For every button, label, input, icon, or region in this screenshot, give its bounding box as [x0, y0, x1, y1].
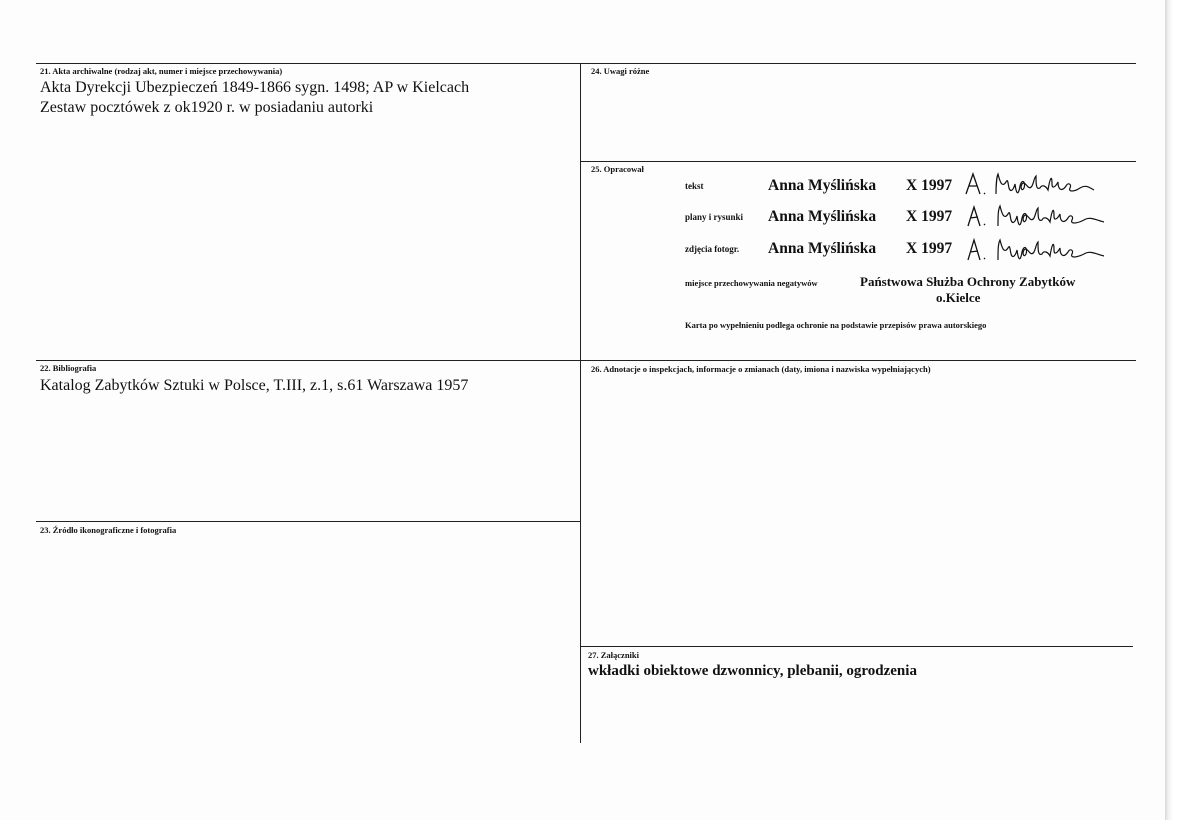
section-27-label: 27. Załączniki: [588, 650, 640, 660]
center-divider: [580, 63, 581, 743]
signature-3: [962, 232, 1112, 266]
section-27-value: wkładki obiektowe dzwonnicy, plebanii, ogrodzenia: [588, 663, 917, 679]
section-23-label: 23. Źródło ikonograficzne i fotografia: [40, 525, 177, 535]
section-25-label: 25. Opracował: [591, 164, 644, 174]
signature-1: [962, 168, 1102, 200]
rule-24-25: [580, 161, 1136, 162]
negatives-label: miejsce przechowywania negatywów: [685, 278, 818, 288]
section-21-line-1: Akta Dyrekcji Ubezpieczeń 1849-1866 sygn. 1498; AP w Kielcach: [40, 79, 470, 96]
rule-22-23: [36, 521, 581, 522]
section-21-label: 21. Akta archiwalne (rodzaj akt, numer i miejsce przechowywania): [40, 66, 283, 76]
row-tekst-name: Anna Myślińska: [768, 177, 877, 194]
rule-26-27: [580, 646, 1133, 647]
section-22-line-1: Katalog Zabytków Sztuki w Polsce, T.III, z.1, s.61 Warszawa 1957: [40, 377, 469, 394]
negatives-value-1: Państwowa Służba Ochrony Zabytków: [860, 274, 1076, 289]
row-plany-date: X 1997: [906, 208, 953, 225]
page-edge-shadow: [1165, 0, 1198, 820]
section-22-label: 22. Bibliografia: [40, 363, 97, 373]
row-plany-name: Anna Myślińska: [768, 208, 877, 225]
rule-21-22: [36, 360, 1136, 361]
row-tekst-date: X 1997: [906, 177, 953, 194]
row-zdjecia-sub: zdjęcia fotogr.: [685, 244, 740, 254]
negatives-value-2: o.Kielce: [936, 290, 981, 305]
section-26-label: 26. Adnotacje o inspekcjach, informacje o zmianach (daty, imiona i nazwiska wypełniających): [591, 364, 931, 374]
section-24-label: 24. Uwagi różne: [591, 66, 650, 76]
copyright-note: Karta po wypełnieniu podlega ochronie na podstawie przepisów prawa autorskiego: [685, 320, 987, 330]
row-plany-sub: plany i rysunki: [685, 212, 744, 222]
top-rule: [36, 63, 1136, 64]
signature-2: [962, 200, 1112, 232]
row-tekst-sub: tekst: [685, 181, 704, 191]
row-zdjecia-date: X 1997: [906, 240, 953, 257]
section-21-line-2: Zestaw pocztówek z ok1920 r. w posiadaniu autorki: [40, 99, 374, 116]
row-zdjecia-name: Anna Myślińska: [768, 240, 877, 257]
